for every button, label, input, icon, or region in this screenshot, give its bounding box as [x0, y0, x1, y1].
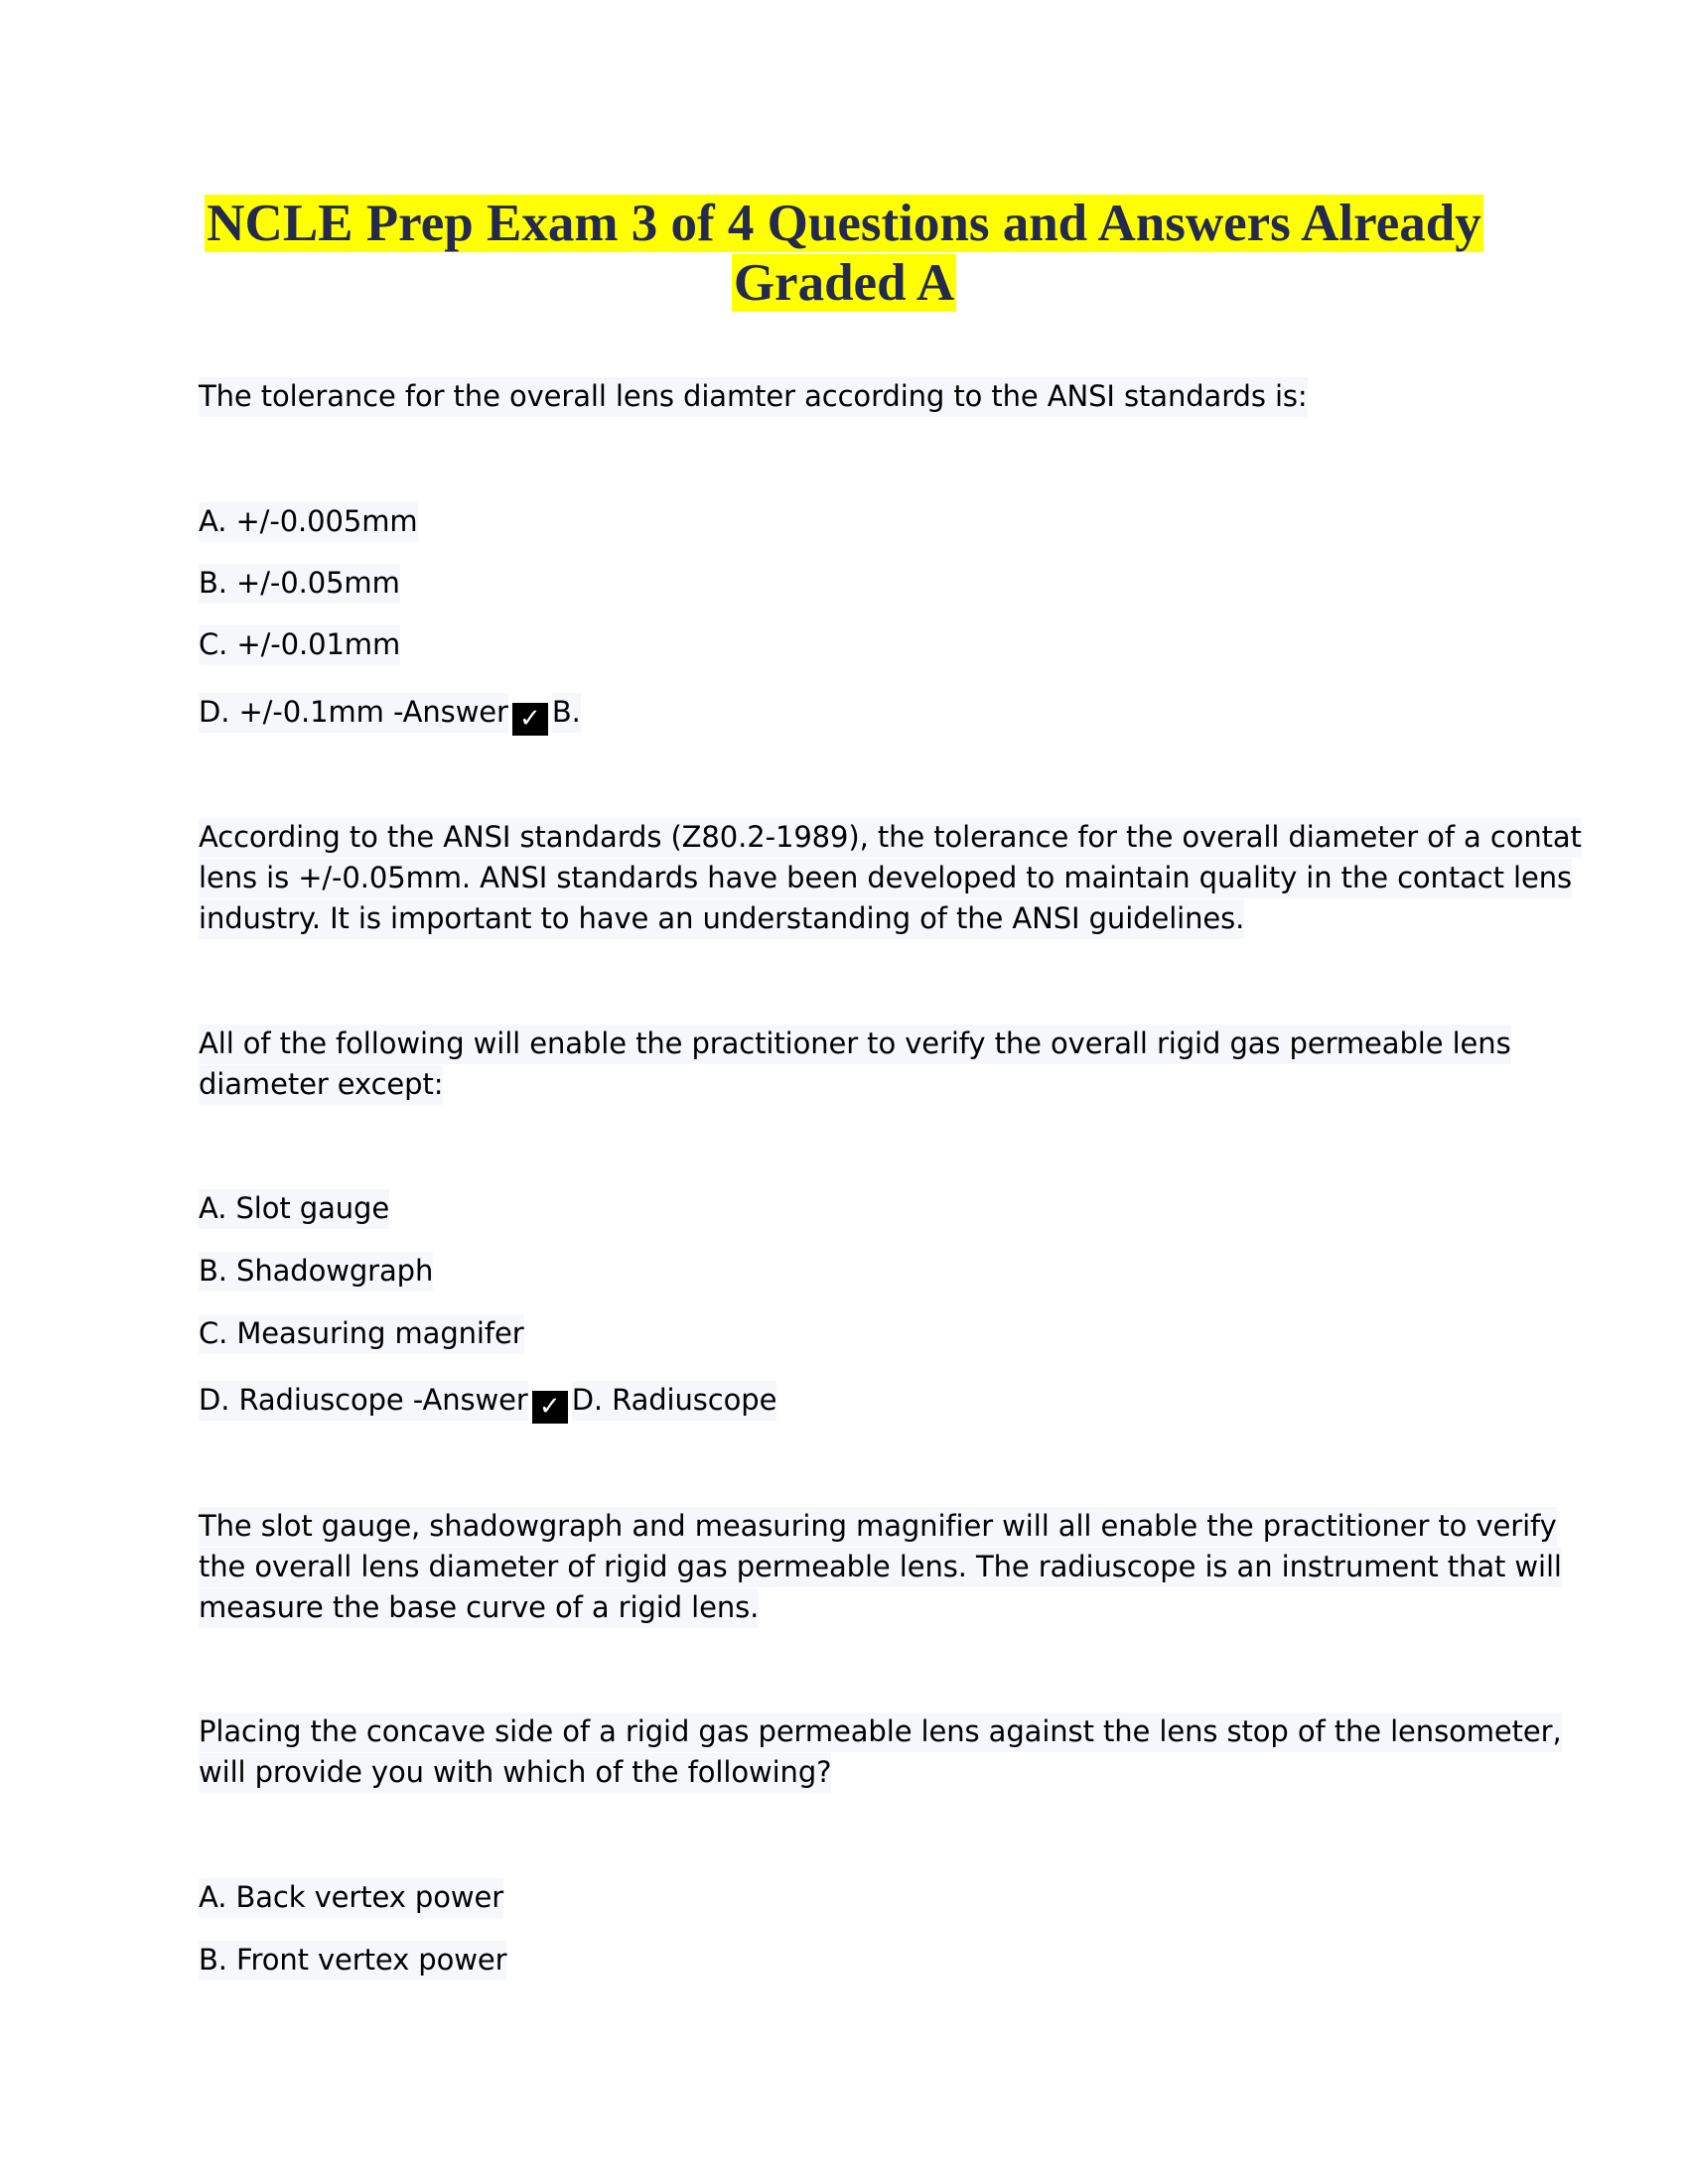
question-1-option-c: C. +/-0.01mm	[199, 624, 400, 665]
question-3-option-a: A. Back vertex power	[199, 1877, 503, 1918]
question-1-answer-value: B.	[552, 693, 581, 733]
question-2-stem-line-1: All of the following will enable the practitioner to verify the overall rigid gas permeable lens	[199, 1024, 1511, 1064]
question-3-option-b: B. Front vertex power	[199, 1940, 506, 1980]
question-3-stem-line-2: will provide you with which of the following?	[199, 1752, 831, 1793]
question-2-option-b: B. Shadowgraph	[199, 1251, 433, 1292]
check-mark-icon: ✓	[512, 703, 548, 736]
question-2-explanation-line-3: measure the base curve of a rigid lens.	[199, 1587, 759, 1628]
question-1-answer	[199, 692, 581, 736]
question-2-explanation-line-1: The slot gauge, shadowgraph and measuring magnifier will all enable the practitioner to verify	[199, 1506, 1557, 1547]
check-mark-icon: ✓	[532, 1391, 568, 1424]
document-title	[189, 194, 1499, 313]
question-2-answer-value: D. Radiuscope	[572, 1381, 777, 1421]
question-3-stem-line-1: Placing the concave side of a rigid gas permeable lens against the lens stop of the lensometer,	[199, 1711, 1562, 1752]
question-2-answer	[199, 1380, 776, 1424]
question-2-stem-line-2: diameter except:	[199, 1064, 443, 1105]
title-line-2: Graded A	[733, 254, 955, 312]
question-1-explanation-line-1: According to the ANSI standards (Z80.2-1989), the tolerance for the overall diameter of a contat	[199, 817, 1582, 858]
question-1-option-b: B. +/-0.05mm	[199, 563, 400, 604]
question-1-answer-prefix: D. +/-0.1mm -Answer	[199, 693, 508, 733]
question-2-option-c: C. Measuring magnifer	[199, 1313, 524, 1354]
question-1-option-a: A. +/-0.005mm	[199, 501, 418, 542]
question-2-explanation-line-2: the overall lens diameter of rigid gas permeable lens. The radiuscope is an instrument that will	[199, 1547, 1562, 1587]
question-2-option-a: A. Slot gauge	[199, 1188, 389, 1229]
question-1-explanation-line-3: industry. It is important to have an understanding of the ANSI guidelines.	[199, 898, 1244, 939]
question-1-stem: The tolerance for the overall lens diamter according to the ANSI standards is:	[199, 376, 1308, 417]
title-line-1: NCLE Prep Exam 3 of 4 Questions and Answers Already	[207, 195, 1481, 252]
question-2-answer-prefix: D. Radiuscope -Answer	[199, 1381, 528, 1421]
question-1-explanation-line-2: lens is +/-0.05mm. ANSI standards have been developed to maintain quality in the contact lens	[199, 858, 1572, 898]
